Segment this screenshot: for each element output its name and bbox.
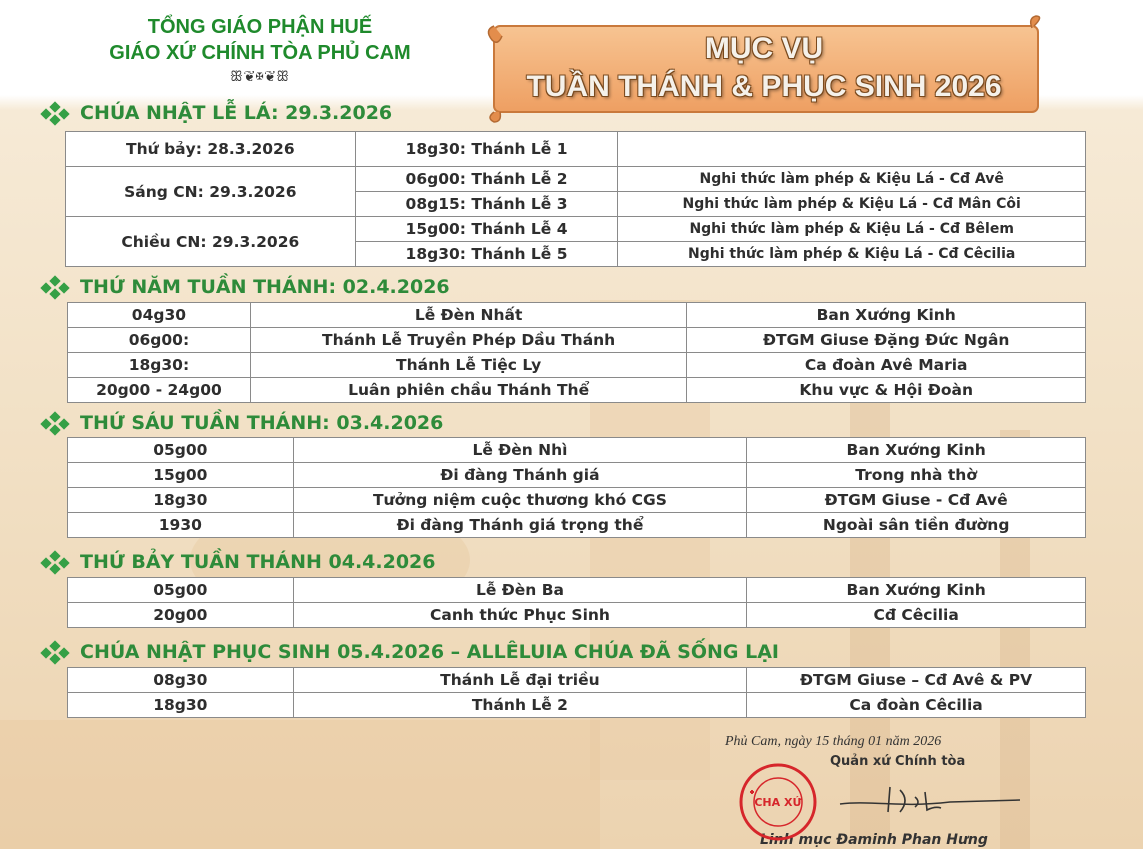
time-cell: 08g30 [68,668,294,693]
event-cell: Canh thức Phục Sinh [293,603,747,628]
time-cell: 20g00 - 24g00 [68,378,251,403]
schedule-table-good-friday [67,437,1086,538]
schedule-table-holy-saturday [67,577,1086,628]
section-title-text: THỨ NĂM TUẦN THÁNH: 02.4.2026 [80,276,450,298]
officiant-cell: ĐTGM Giuse - Cđ Avê [747,488,1086,513]
signer-name: Linh mục Đaminh Phan Hưng [760,832,988,848]
day-cell: Sáng CN: 29.3.2026 [66,167,356,217]
diamond-cluster-icon [38,551,72,573]
parish-name: GIÁO XỨ CHÍNH TÒA PHỦ CAM [109,42,411,64]
time-cell: 20g00 [68,603,294,628]
event-cell: Thánh Lễ Truyền Phép Dầu Thánh [250,328,687,353]
event-cell: Lễ Đèn Nhất [250,303,687,328]
table-row [68,693,1086,718]
time-cell: 18g30 [68,693,294,718]
section-title-text: CHÚA NHẬT PHỤC SINH 05.4.2026 – ALLÊLUIA CHÚA ĐÃ SỐNG LẠI [80,641,780,663]
time-cell: 05g00 [68,438,294,463]
event-cell: Lễ Đèn Ba [293,578,747,603]
time-cell: 1930 [68,513,294,538]
event-cell: Thánh Lễ Tiệc Ly [250,353,687,378]
officiant-cell: Khu vực & Hội Đoàn [687,378,1086,403]
handwritten-signature-icon [830,782,1030,822]
officiant-cell: Ca đoàn Avê Maria [687,353,1086,378]
table-row [68,303,1086,328]
table-row [68,353,1086,378]
signer-position: Quản xứ Chính tòa [830,754,966,769]
time-cell: 06g00: [68,328,251,353]
archdiocese-name: TỔNG GIÁO PHẬN HUẾ [147,16,373,38]
time-cell: 05g00 [68,578,294,603]
section-title-text: THỨ SÁU TUẦN THÁNH: 03.4.2026 [80,412,444,434]
diamond-cluster-icon [38,276,72,298]
note-cell: Nghi thức làm phép & Kiệu Lá - Cđ Mân Côi [618,192,1086,217]
table-row [66,217,1086,242]
table-row [68,668,1086,693]
diamond-cluster-icon [38,102,72,124]
table-row [68,378,1086,403]
diamond-cluster-icon [38,641,72,663]
section-title-text: THỨ BẢY TUẦN THÁNH 04.4.2026 [80,551,436,573]
event-cell: Thánh Lễ 2 [293,693,746,718]
schedule-table-holy-thursday [67,302,1086,403]
table-row [68,438,1086,463]
table-row [68,578,1086,603]
table-row [68,328,1086,353]
event-cell: Đi đàng Thánh giá [293,463,747,488]
officiant-cell: Ca đoàn Cêcilia [747,693,1086,718]
officiant-cell: Ban Xướng Kinh [747,578,1086,603]
schedule-table-easter-sunday [67,667,1086,718]
note-cell: Nghi thức làm phép & Kiệu Lá - Cđ Avê [618,167,1086,192]
time-cell: 18g30: Thánh Lễ 1 [355,132,618,167]
place-date: Phủ Cam, ngày 15 tháng 01 năm 2026 [725,734,942,749]
officiant-cell: Trong nhà thờ [747,463,1086,488]
table-row [66,132,1086,167]
organization-header [60,14,460,86]
banner-title-line1: MỤC VỤ [704,32,824,65]
scroll-banner-icon [486,14,1042,124]
officiant-cell: Ngoài sân tiền đường [747,513,1086,538]
time-cell: 18g30: Thánh Lễ 5 [355,242,618,267]
time-cell: 15g00: Thánh Lễ 4 [355,217,618,242]
day-cell: Thứ bảy: 28.3.2026 [66,132,356,167]
section-title-good-friday [38,410,443,436]
svg-text:CHA XỨ: CHA XỨ [754,796,802,809]
parish-seal-icon [738,762,818,842]
time-cell: 15g00 [68,463,294,488]
section-title-holy-thursday [38,274,450,300]
time-cell: 06g00: Thánh Lễ 2 [355,167,618,192]
event-cell: Luân phiên chầu Thánh Thể [250,378,687,403]
section-title-palm-sunday [38,100,392,126]
time-cell: 08g15: Thánh Lễ 3 [355,192,618,217]
section-title-easter-sunday [38,639,779,665]
diamond-cluster-icon [38,412,72,434]
section-title-text: CHÚA NHẬT LỄ LÁ: 29.3.2026 [80,102,393,124]
time-cell: 18g30: [68,353,251,378]
schedule-table-palm-sunday [65,131,1086,267]
time-cell: 18g30 [68,488,294,513]
officiant-cell: Cđ Cêcilia [747,603,1086,628]
time-cell: 04g30 [68,303,251,328]
banner-title-line2: TUẦN THÁNH & PHỤC SINH 2026 [526,70,1002,103]
note-cell: Nghi thức làm phép & Kiệu Lá - Cđ Bêlem [618,217,1086,242]
table-row [68,488,1086,513]
day-cell: Chiều CN: 29.3.2026 [66,217,356,267]
note-cell: Nghi thức làm phép & Kiệu Lá - Cđ Cêcilia [618,242,1086,267]
officiant-cell: ĐTGM Giuse – Cđ Avê & PV [747,668,1086,693]
event-cell: Đi đàng Thánh giá trọng thể [293,513,747,538]
event-cell: Tưởng niệm cuộc thương khó CGS [293,488,747,513]
event-cell: Thánh Lễ đại triều [293,668,746,693]
officiant-cell: ĐTGM Giuse Đặng Đức Ngân [687,328,1086,353]
section-title-holy-saturday [38,549,435,575]
table-row [68,463,1086,488]
title-banner [486,14,1042,124]
table-row [68,603,1086,628]
note-cell [618,132,1086,167]
table-row [66,167,1086,192]
officiant-cell: Ban Xướng Kinh [747,438,1086,463]
event-cell: Lễ Đèn Nhì [293,438,747,463]
table-row [68,513,1086,538]
ornament-divider: ꕥ❦✠❦ꕥ [229,68,291,84]
officiant-cell: Ban Xướng Kinh [687,303,1086,328]
